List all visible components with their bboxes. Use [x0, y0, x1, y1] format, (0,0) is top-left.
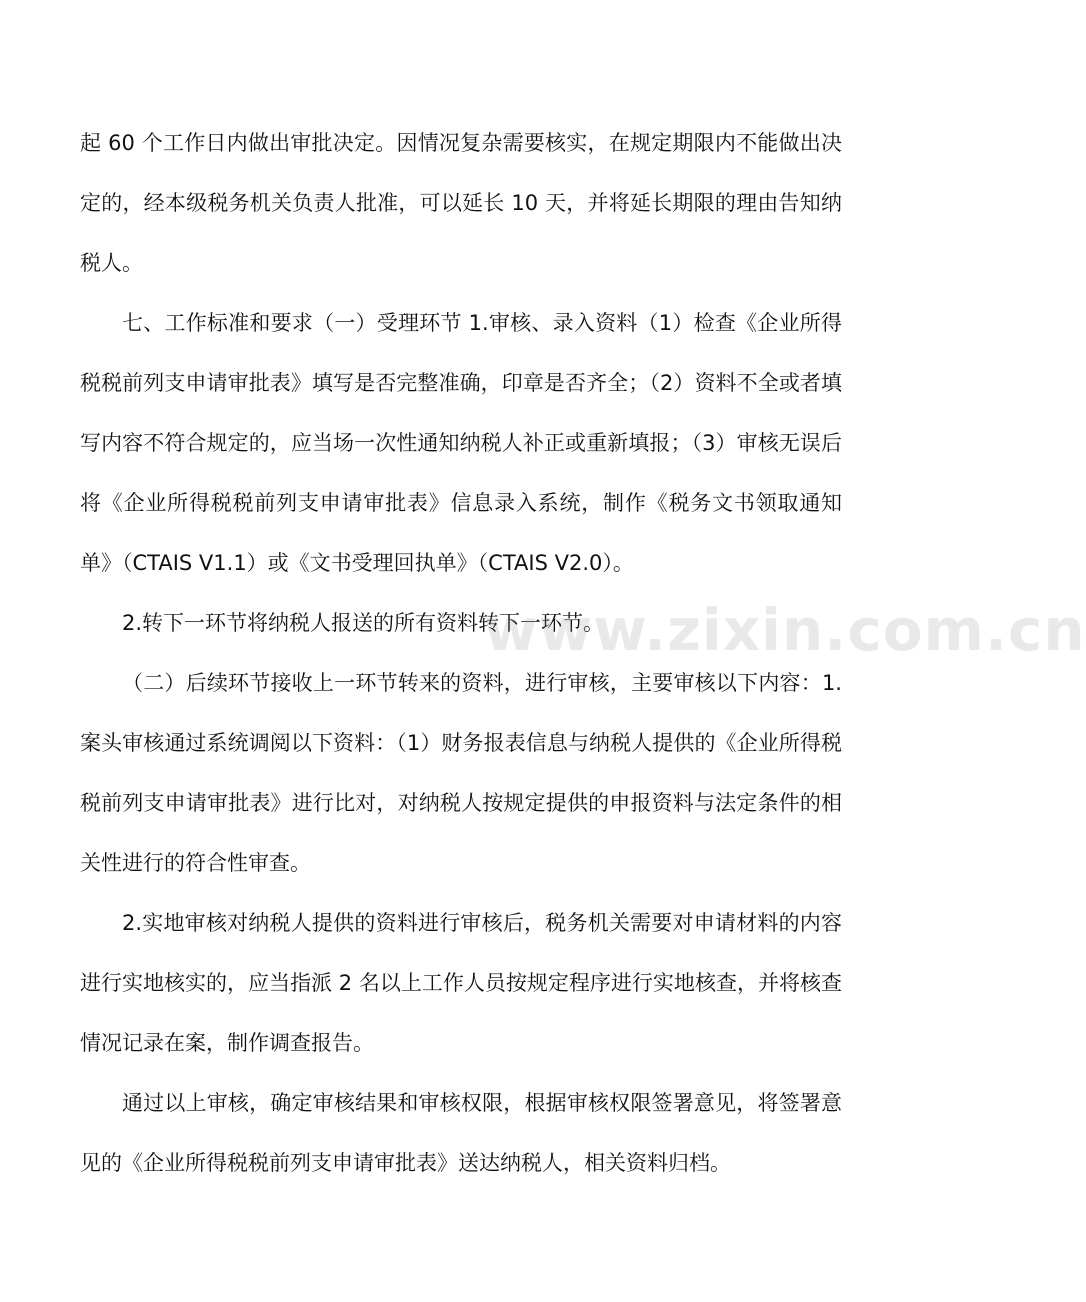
paragraph-3: 2.转下一环节将纳税人报送的所有资料转下一环节。	[122, 611, 605, 635]
paragraph-2: 七、工作标准和要求（一）受理环节 1.审核、录入资料（1）检查《企业所得税税前列支申请审批表》填写是否完整准确，印章是否齐全；（2）资料不全或者填写内容不符合规定的，应当场一次性通知纳税人补正或重新填报；（3）审核无误后将《企业所得税税前列支申请审批表》信息录入系统，制作《税务文书领取通知单》（CTAIS V1.1）或《文书受理回执单》（CTAIS V2.0）。	[80, 311, 842, 575]
paragraph-5: 2.实地审核对纳税人提供的资料进行审核后，税务机关需要对申请材料的内容进行实地核实的，应当指派 2 名以上工作人员按规定程序进行实地核查，并将核查情况记录在案，制作调查报告。	[80, 911, 842, 1055]
watermark: www.zixin.com.cn	[484, 596, 1086, 664]
paragraph-1: 起 60 个工作日内做出审批决定。因情况复杂需要核实，在规定期限内不能做出决定的，经本级税务机关负责人批准，可以延长 10 天，并将延长期限的理由告知纳税人。	[80, 131, 842, 275]
paragraph-4: （二）后续环节接收上一环节转来的资料，进行审核，主要审核以下内容：1.案头审核通过系统调阅以下资料：（1）财务报表信息与纳税人提供的《企业所得税税前列支申请审批表》进行比对，对纳税人按规定提供的申报资料与法定条件的相关性进行的符合性审查。	[80, 671, 842, 875]
document-body	[80, 113, 842, 1193]
paragraph-6: 通过以上审核，确定审核结果和审核权限，根据审核权限签署意见，将签署意见的《企业所得税税前列支申请审批表》送达纳税人，相关资料归档。	[80, 1091, 842, 1175]
